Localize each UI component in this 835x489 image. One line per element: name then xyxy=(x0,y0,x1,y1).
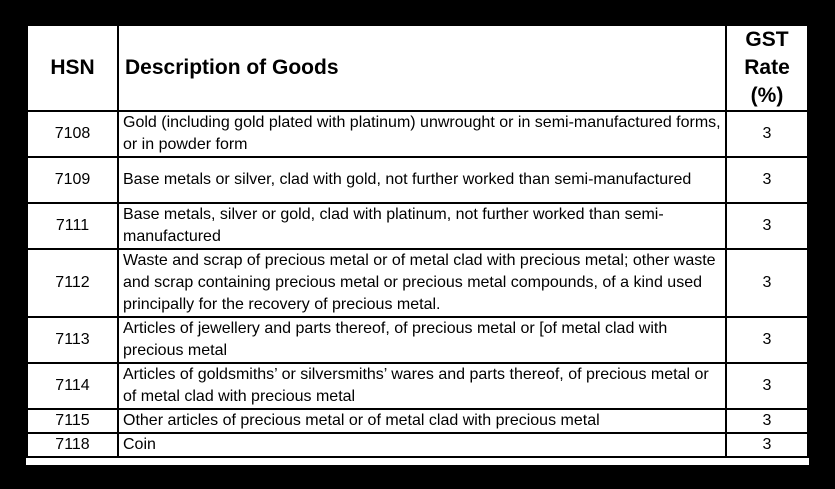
table-row xyxy=(27,317,808,363)
cell-description: Base metals, silver or gold, clad with platinum, not further worked than semi-manufactured xyxy=(118,203,726,249)
cell-rate: 3 xyxy=(726,317,808,363)
table-row xyxy=(27,249,808,317)
cell-hsn: 7111 xyxy=(27,203,118,249)
cell-hsn: 7113 xyxy=(27,317,118,363)
cell-rate: 3 xyxy=(726,157,808,203)
table-header-row xyxy=(27,25,808,111)
table-row xyxy=(27,111,808,157)
header-description: Description of Goods xyxy=(118,25,726,111)
cell-rate: 3 xyxy=(726,363,808,409)
cell-rate: 3 xyxy=(726,433,808,457)
cell-description: Coin xyxy=(118,433,726,457)
cell-rate: 3 xyxy=(726,203,808,249)
table-row xyxy=(27,409,808,433)
table-row xyxy=(27,203,808,249)
header-gst-rate: GST Rate (%) xyxy=(726,25,808,111)
cell-rate: 3 xyxy=(726,111,808,157)
cell-rate: 3 xyxy=(726,249,808,317)
table-row xyxy=(27,157,808,203)
cell-description: Base metals or silver, clad with gold, not further worked than semi-manufactured xyxy=(118,157,726,203)
cell-hsn: 7112 xyxy=(27,249,118,317)
cell-description: Other articles of precious metal or of metal clad with precious metal xyxy=(118,409,726,433)
cell-hsn: 7109 xyxy=(27,157,118,203)
cell-description: Waste and scrap of precious metal or of metal clad with precious metal; other waste and scrap containing precious metal or precious metal compounds, of a kind used principally for the recovery of precious metal. xyxy=(118,249,726,317)
cell-hsn: 7108 xyxy=(27,111,118,157)
cell-hsn: 7114 xyxy=(27,363,118,409)
header-hsn: HSN xyxy=(27,25,118,111)
cell-description: Gold (including gold plated with platinum) unwrought or in semi-manufactured forms, or in powder form xyxy=(118,111,726,157)
cell-rate: 3 xyxy=(726,409,808,433)
cell-description: Articles of goldsmiths’ or silversmiths’ wares and parts thereof, of precious metal or of metal clad with precious metal xyxy=(118,363,726,409)
table-row xyxy=(27,433,808,457)
gst-rate-table xyxy=(26,24,809,458)
cell-hsn: 7115 xyxy=(27,409,118,433)
gst-rate-table-container xyxy=(26,24,809,465)
table-row xyxy=(27,363,808,409)
cell-hsn: 7118 xyxy=(27,433,118,457)
cell-description: Articles of jewellery and parts thereof, of precious metal or [of metal clad with precious metal xyxy=(118,317,726,363)
